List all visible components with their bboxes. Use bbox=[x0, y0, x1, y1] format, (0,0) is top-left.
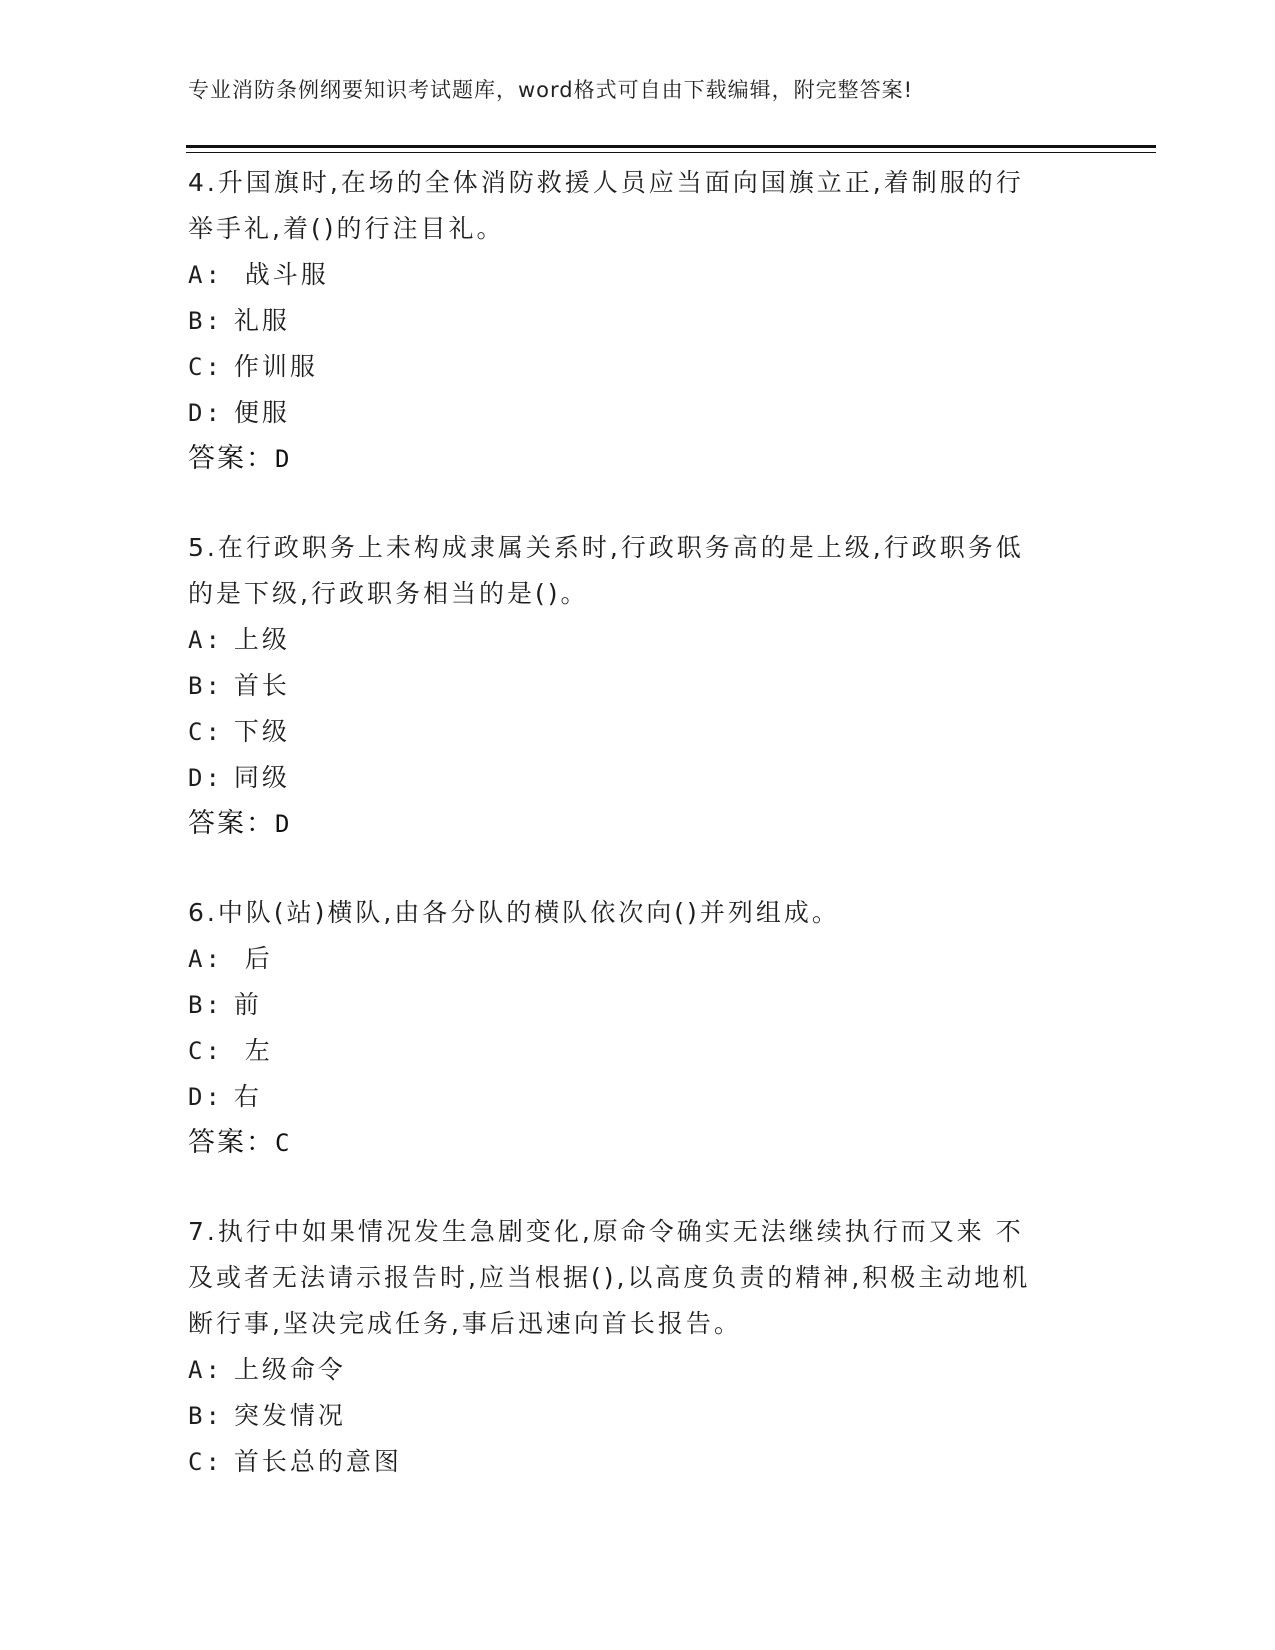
spacer bbox=[188, 847, 1088, 890]
option-key: D: bbox=[188, 1083, 223, 1111]
option-key: A: bbox=[188, 945, 223, 973]
option-b bbox=[188, 982, 1088, 1028]
option-text: 右 bbox=[222, 1082, 262, 1111]
option-text: 战斗服 bbox=[222, 260, 329, 289]
option-key: A: bbox=[188, 626, 223, 654]
question-7 bbox=[188, 1209, 1088, 1485]
option-key: B: bbox=[188, 991, 223, 1019]
option-b bbox=[188, 1393, 1088, 1439]
option-d bbox=[188, 1074, 1088, 1120]
question-text-line: 的是下级,行政职务相当的是()。 bbox=[188, 579, 589, 608]
question-text-line: 4.升国旗时,在场的全体消防救援人员应当面向国旗立正,着制服的行 bbox=[188, 168, 1024, 197]
option-c bbox=[188, 709, 1088, 755]
answer-line bbox=[188, 436, 1088, 482]
option-text: 作训服 bbox=[222, 352, 318, 381]
option-c bbox=[188, 1028, 1088, 1074]
answer-value: D bbox=[275, 445, 290, 473]
question-4 bbox=[188, 160, 1088, 482]
option-text: 突发情况 bbox=[222, 1401, 346, 1430]
answer-value: C bbox=[275, 1129, 290, 1157]
question-5 bbox=[188, 525, 1088, 847]
answer-label: 答案： bbox=[188, 808, 275, 839]
option-text: 便服 bbox=[222, 398, 290, 427]
option-text: 同级 bbox=[222, 763, 290, 792]
option-b bbox=[188, 298, 1088, 344]
option-text: 前 bbox=[222, 990, 262, 1019]
question-text-line: 5.在行政职务上未构成隶属关系时,行政职务高的是上级,行政职务低 bbox=[188, 533, 1024, 562]
option-key: B: bbox=[188, 1402, 223, 1430]
spacer bbox=[188, 1166, 1088, 1209]
option-text: 首长 bbox=[222, 671, 290, 700]
option-text: 下级 bbox=[222, 717, 290, 746]
question-text-line: 6.中队(站)横队,由各分队的横队依次向()并列组成。 bbox=[188, 898, 840, 927]
option-text: 后 bbox=[222, 944, 273, 973]
question-list bbox=[188, 160, 1088, 1485]
question-6 bbox=[188, 890, 1088, 1166]
option-key: B: bbox=[188, 672, 223, 700]
option-key: C: bbox=[188, 353, 223, 381]
answer-value: D bbox=[275, 810, 290, 838]
option-key: A: bbox=[188, 261, 223, 289]
question-text-line: 断行事,坚决完成任务,事后迅速向首长报告。 bbox=[188, 1309, 742, 1338]
question-text-line: 及或者无法请示报告时,应当根据(),以高度负责的精神,积极主动地机 bbox=[188, 1263, 1031, 1292]
option-c bbox=[188, 1439, 1088, 1485]
header-rule-thin bbox=[186, 152, 1156, 153]
option-key: A: bbox=[188, 1356, 223, 1384]
option-a bbox=[188, 936, 1088, 982]
option-d bbox=[188, 755, 1088, 801]
answer-line bbox=[188, 801, 1088, 847]
option-text: 上级 bbox=[222, 625, 290, 654]
option-key: C: bbox=[188, 1448, 223, 1476]
option-a bbox=[188, 252, 1088, 298]
answer-label: 答案： bbox=[188, 1127, 275, 1158]
option-b bbox=[188, 663, 1088, 709]
option-d bbox=[188, 390, 1088, 436]
option-key: D: bbox=[188, 399, 223, 427]
option-text: 上级命令 bbox=[222, 1355, 346, 1384]
question-text-line: 7.执行中如果情况发生急剧变化,原命令确实无法继续执行而又来 不 bbox=[188, 1217, 1024, 1246]
header-rule-thick bbox=[186, 145, 1156, 148]
option-key: D: bbox=[188, 764, 223, 792]
option-text: 礼服 bbox=[222, 306, 290, 335]
answer-label: 答案： bbox=[188, 443, 275, 474]
option-text: 左 bbox=[222, 1036, 273, 1065]
option-a bbox=[188, 1347, 1088, 1393]
answer-line bbox=[188, 1120, 1088, 1166]
option-text: 首长总的意图 bbox=[222, 1447, 402, 1476]
option-c bbox=[188, 344, 1088, 390]
spacer bbox=[188, 482, 1088, 525]
option-key: B: bbox=[188, 307, 223, 335]
option-a bbox=[188, 617, 1088, 663]
question-text-line: 举手礼,着()的行注目礼。 bbox=[188, 214, 505, 243]
option-key: C: bbox=[188, 1037, 223, 1065]
page-header: 专业消防条例纲要知识考试题库，word格式可自由下载编辑，附完整答案! bbox=[188, 78, 914, 102]
option-key: C: bbox=[188, 718, 223, 746]
